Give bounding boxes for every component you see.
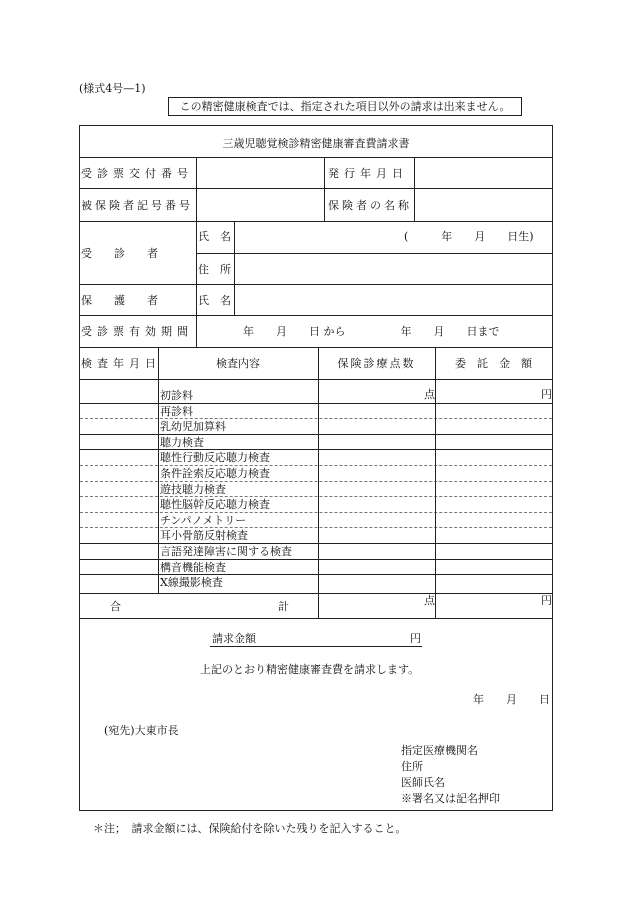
claim-yen-unit: 円 bbox=[410, 632, 421, 645]
addressee: (宛先)大東市長 bbox=[104, 724, 179, 737]
claim-date: 年 月 日 bbox=[473, 693, 550, 706]
signature-address: 住所 bbox=[401, 760, 423, 773]
inspection-item: X線撮影検査 bbox=[160, 576, 223, 589]
insurer-name-label: 保険者の名称 bbox=[328, 199, 412, 212]
signature-facility: 指定医療機関名 bbox=[401, 744, 478, 757]
col-commission-amount: 委 託 金 額 bbox=[455, 357, 532, 370]
inspection-item: 言語発達障害に関する検査 bbox=[160, 545, 292, 558]
form-id: (様式4号—1) bbox=[79, 82, 146, 95]
notice-box: この精密健康検査では、指定された項目以外の請求は出来ません。 bbox=[168, 97, 522, 116]
col-exam-content: 検査内容 bbox=[216, 357, 260, 370]
issue-date-label: 発行年月日 bbox=[328, 167, 408, 180]
ticket-number-label: 受診票交付番号 bbox=[81, 167, 193, 180]
item-row-separator bbox=[80, 527, 552, 528]
total-yen-unit: 円 bbox=[541, 594, 552, 607]
insured-number-label: 被保険者記号番号 bbox=[81, 199, 193, 212]
yen-unit: 円 bbox=[541, 388, 552, 401]
inspection-item: 聴性脳幹反応聴力検査 bbox=[160, 498, 270, 511]
examinee-address-label: 住 所 bbox=[198, 263, 231, 276]
footnote: ＊注； 請求金額には、保険給付を除いた残りを記入すること。 bbox=[93, 822, 407, 835]
item-row-separator bbox=[80, 434, 552, 435]
item-row-separator bbox=[80, 496, 552, 497]
inspection-item: 乳幼児加算料 bbox=[160, 420, 226, 433]
inspection-item: チンパノメトリー bbox=[160, 514, 247, 527]
inspection-item: 聴力検査 bbox=[160, 436, 204, 449]
inspection-item: 条件詮索反応聴力検査 bbox=[160, 467, 270, 480]
item-row-separator bbox=[80, 574, 552, 575]
item-row-separator bbox=[80, 559, 552, 560]
examinee-name-label: 氏 名 bbox=[198, 230, 231, 243]
item-row-separator bbox=[80, 543, 552, 544]
inspection-item: 構音機能検査 bbox=[160, 561, 226, 574]
item-row-separator bbox=[80, 512, 552, 513]
validity-period: 年 月 日 から 年 月 日まで bbox=[243, 325, 500, 338]
item-row-separator bbox=[80, 449, 552, 450]
guardian-label: 保 護 者 bbox=[81, 294, 158, 307]
total-points-unit: 点 bbox=[424, 594, 435, 607]
signature-doctor: 医師氏名 bbox=[401, 776, 445, 789]
claim-amount-label: 請求金額 bbox=[212, 632, 256, 645]
inspection-item: 耳小骨筋反射検査 bbox=[160, 529, 248, 542]
inspection-item: 初診料 bbox=[160, 389, 193, 402]
signature-note: ※署名又は記名押印 bbox=[401, 792, 500, 805]
item-row-separator bbox=[80, 418, 552, 419]
date-of-birth: ( 年 月 日生) bbox=[404, 230, 534, 243]
item-row-separator bbox=[80, 403, 552, 404]
col-insurance-points: 保険診療点数 bbox=[337, 357, 416, 370]
form-title: 三歳児聴覚検診精密健康審査費請求書 bbox=[222, 137, 410, 150]
total-label-right: 計 bbox=[278, 600, 289, 613]
claim-amount-underline bbox=[210, 646, 422, 647]
inspection-item: 遊技聴力検査 bbox=[160, 483, 226, 496]
examinee-label: 受 診 者 bbox=[81, 247, 158, 260]
total-label-left: 合 bbox=[110, 600, 121, 613]
guardian-name-label: 氏 名 bbox=[198, 294, 231, 307]
inspection-item: 再診料 bbox=[160, 405, 193, 418]
claim-form bbox=[79, 125, 553, 811]
points-unit: 点 bbox=[424, 388, 435, 401]
item-row-separator bbox=[80, 465, 552, 466]
validity-label: 受診票有効期間 bbox=[81, 325, 193, 338]
inspection-item: 聴性行動反応聴力検査 bbox=[160, 451, 270, 464]
col-exam-date: 検査年月日 bbox=[81, 357, 161, 370]
claim-statement: 上記のとおり精密健康審査費を請求します。 bbox=[200, 663, 420, 676]
item-row-separator bbox=[80, 481, 552, 482]
